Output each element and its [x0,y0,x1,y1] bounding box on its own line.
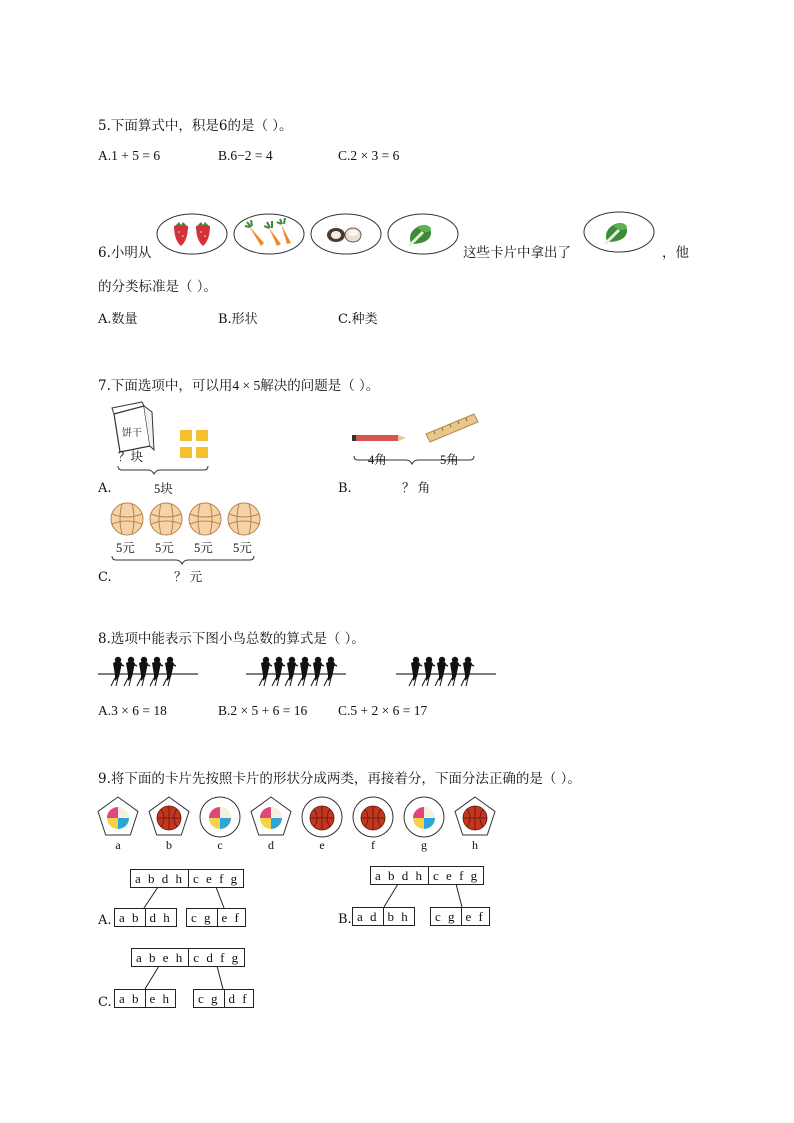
q7-b-unknown: ？ 角 [402,481,431,495]
q6-option-a[interactable]: A.数量 [98,312,138,327]
mushroom-card-icon [310,212,382,256]
q9-stem: 9.将下面的卡片先按照卡片的形状分成两类，再接着分，下面分法正确的是（ ）。 [98,771,581,787]
q6-stem-end: ，他 [662,245,689,261]
q7-option-c-label[interactable]: C. [98,570,112,585]
q5-option-b[interactable]: B.6−2 = 4 [218,148,273,163]
card-b-pentagon-basketball-icon [149,797,189,835]
bok-choy-selected-card-icon [583,210,655,254]
q7-option-b-label[interactable]: B. [338,481,352,496]
bird-icon [324,657,337,686]
q9-b-bl-2: b h [384,907,415,926]
bird-icon [137,657,150,686]
q9-c-bl-2: e h [146,989,177,1008]
q7-a-unknown: ？块 [118,450,144,464]
bird-icon [409,657,422,686]
q8-stem: 8.选项中能表示下图小鸟总数的算式是（ ）。 [98,631,365,647]
q7-stem [98,374,379,394]
q9-a-top-box [130,869,244,888]
q9-cards-row [96,795,506,853]
q9-option-c-label[interactable]: C. [98,995,112,1010]
q9-b-br-1: c g [430,907,462,926]
q7-stem-tail: 解决的问题是（ ）。 [260,378,380,394]
bird-icon [311,657,324,686]
q9-b-top-right: c e f g [429,866,484,885]
card-h-pentagon-basketball-icon [455,797,495,835]
card-letter: h [472,838,478,852]
q9-option-a-label[interactable]: A. [98,913,112,928]
card-letter: d [268,838,274,852]
q7-option-a-label[interactable]: A. [98,481,112,496]
q9-c-bl-1: a b [114,989,146,1008]
bird-icon [150,657,163,686]
q7-a-total: 5块 [154,482,173,496]
q9-c-top-right: c d f g [189,948,245,967]
q5-option-c[interactable]: C.2 × 3 = 6 [338,148,400,163]
q9-b-bottom-right-box [430,907,490,926]
q9-c-bottom-right-box [193,989,254,1008]
q9-a-top-left: a b d h [130,869,189,888]
strawberry-card-icon [156,212,228,256]
q8-option-a[interactable]: A.3 × 6 = 18 [98,703,167,718]
card-letter: g [421,838,427,852]
bird-icon [461,657,474,686]
q6-option-c[interactable]: C.种类 [338,312,378,327]
q9-a-top-right: c e f g [189,869,244,888]
card-f-circle-basketball-icon [353,797,393,837]
q9-b-bl-1: a d [352,907,384,926]
q7-stem-text: 7.下面选项中，可以用 [98,378,233,394]
q8-option-b[interactable]: B.2 × 5 + 6 = 16 [218,703,308,718]
card-letter: a [115,838,121,852]
q7-c-price-4: 5元 [233,541,252,555]
q9-c-br-1: c g [193,989,225,1008]
q9-a-br-2: e f [218,908,246,927]
card-g-circle-beach-icon [404,797,444,837]
bird-icon [448,657,461,686]
q9-b-tree-lines [370,884,490,908]
bird-icon [435,657,448,686]
q9-c-top-box [131,948,245,967]
bird-icon [272,657,285,686]
bird-icon [298,657,311,686]
q9-b-top-box [370,866,484,885]
q9-a-bl-2: d h [146,908,177,927]
card-letter: e [319,838,325,852]
q9-b-bottom-left-box [352,907,415,926]
q7-c-price-2: 5元 [155,541,174,555]
birds-on-wires-figure [96,654,501,690]
q7-c-price-1: 5元 [116,541,135,555]
q9-c-tree-lines [131,966,251,990]
q7-b-right: 5角 [440,453,459,467]
card-d-pentagon-beach-icon [251,797,291,835]
q7-b-left: 4角 [368,453,387,467]
q8-option-c[interactable]: C.5 + 2 × 6 = 17 [338,703,428,718]
bird-icon [285,657,298,686]
bird-icon [124,657,137,686]
q9-c-br-2: d f [225,989,254,1008]
q5-stem: 5.下面算式中，积是6的是（ ）。 [98,118,293,134]
q9-a-bottom-right-box [186,908,246,927]
card-letter: c [217,838,223,852]
q9-c-bottom-left-box [114,989,176,1008]
q6-option-b[interactable]: B.形状 [218,312,258,327]
q9-a-bottom-left-box [114,908,177,927]
card-a-pentagon-beach-icon [98,797,138,835]
card-e-circle-basketball-icon [302,797,342,837]
q5-option-a[interactable]: A.1 + 5 = 6 [98,148,161,163]
q7-c-price-3: 5元 [194,541,213,555]
card-c-circle-beach-icon [200,797,240,837]
card-letter: b [166,838,172,852]
bird-icon [111,657,124,686]
q6-stem-line2: 的分类标准是（ ）。 [98,279,218,295]
q9-a-tree-lines [130,887,250,909]
q9-b-br-2: e f [462,907,490,926]
q9-c-top-left: a b e h [131,948,189,967]
q6-stem-mid: 这些卡片中拿出了 [463,245,571,261]
q9-option-b-label[interactable]: B. [338,912,352,927]
q7-c-unknown: ？ 元 [174,570,203,584]
carrot-card-icon [233,212,305,256]
q7-a-bag-text: 饼干 [122,428,142,439]
q9-a-bl-1: a b [114,908,146,927]
q6-stem-start: 6.小明从 [98,245,152,261]
bird-icon [422,657,435,686]
card-letter: f [371,838,375,852]
biscuit-bag-icon [106,404,221,476]
q9-b-top-left: a b d h [370,866,429,885]
bird-icon [259,657,272,686]
bok-choy-card-icon [387,212,459,256]
q7-stem-expr: 4 × 5 [232,378,261,393]
q9-a-br-1: c g [186,908,218,927]
bird-icon [163,657,176,686]
